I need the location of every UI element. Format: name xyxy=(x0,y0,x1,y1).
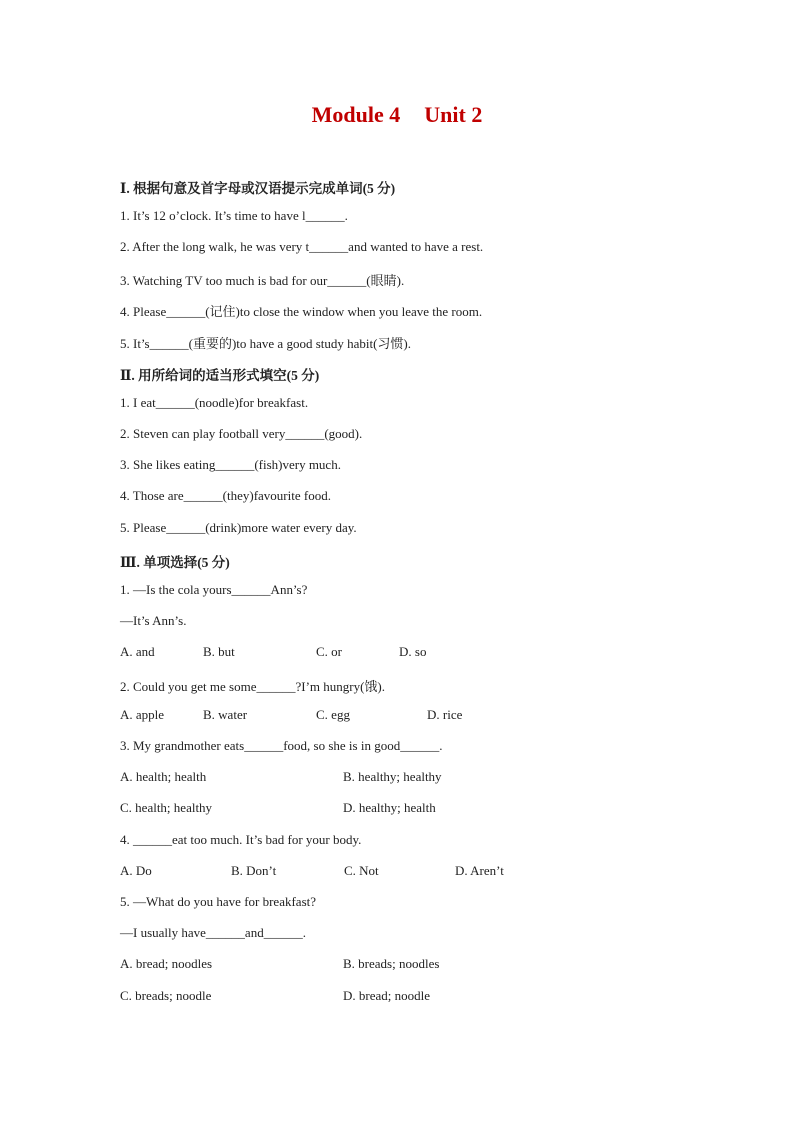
page-title xyxy=(0,102,794,128)
question-1-option-c: C. or xyxy=(316,644,342,659)
question-4-option-c: C. Not xyxy=(344,863,379,878)
title-unit: Unit 2 xyxy=(424,102,483,127)
question-2-stem: 2. Could you get me some______?I’m hungry(饿). xyxy=(120,679,386,694)
section-1-item-1: 1. It’s 12 o’clock. It’s time to have l______. xyxy=(120,208,348,223)
question-1-option-a: A. and xyxy=(120,644,155,659)
question-5-stem: 5. —What do you have for breakfast? xyxy=(120,894,317,909)
section-2-item-5: 5. Please______(drink)more water every day. xyxy=(120,520,357,535)
section-1-item-2: 2. After the long walk, he was very t______and wanted to have a rest. xyxy=(120,239,484,254)
section-2-item-4: 4. Those are______(they)favourite food. xyxy=(120,488,331,503)
question-5-option-b: B. breads; noodles xyxy=(343,956,440,971)
question-2-option-c: C. egg xyxy=(316,707,350,722)
question-3-option-b: B. healthy; healthy xyxy=(343,769,442,784)
question-5-reply: —I usually have______and______. xyxy=(120,925,306,940)
section-1-heading: Ⅰ. 根据句意及首字母或汉语提示完成单词(5 分) xyxy=(120,181,396,196)
question-5-option-a: A. bread; noodles xyxy=(120,956,213,971)
question-5-option-d: D. bread; noodle xyxy=(343,988,431,1003)
section-3-heading: Ⅲ. 单项选择(5 分) xyxy=(120,555,230,570)
question-1-stem: 1. —Is the cola yours______Ann’s? xyxy=(120,582,308,597)
section-2-heading: Ⅱ. 用所给词的适当形式填空(5 分) xyxy=(120,368,320,383)
title-module: Module 4 xyxy=(311,102,401,127)
question-4-stem: 4. ______eat too much. It’s bad for your body. xyxy=(120,832,362,847)
question-2-option-d: D. rice xyxy=(427,707,463,722)
section-1-item-4: 4. Please______(记住)to close the window when you leave the room. xyxy=(120,304,483,319)
question-3-option-a: A. health; health xyxy=(120,769,207,784)
section-2-item-1: 1. I eat______(noodle)for breakfast. xyxy=(120,395,309,410)
question-1-reply: —It’s Ann’s. xyxy=(120,613,187,628)
question-2-option-a: A. apple xyxy=(120,707,165,722)
question-3-option-d: D. healthy; health xyxy=(343,800,436,815)
question-5-option-c: C. breads; noodle xyxy=(120,988,212,1003)
question-1-option-d: D. so xyxy=(399,644,427,659)
question-3-stem: 3. My grandmother eats______food, so she is in good______. xyxy=(120,738,443,753)
question-4-option-a: A. Do xyxy=(120,863,152,878)
section-2-item-3: 3. She likes eating______(fish)very much. xyxy=(120,457,341,472)
question-2-option-b: B. water xyxy=(203,707,248,722)
section-2-item-2: 2. Steven can play football very______(good). xyxy=(120,426,363,441)
question-4-option-d: D. Aren’t xyxy=(455,863,504,878)
question-4-option-b: B. Don’t xyxy=(231,863,277,878)
question-1-option-b: B. but xyxy=(203,644,235,659)
question-3-option-c: C. health; healthy xyxy=(120,800,213,815)
section-1-item-5: 5. It’s______(重要的)to have a good study habit(习惯). xyxy=(120,336,412,351)
section-1-item-3: 3. Watching TV too much is bad for our______(眼睛). xyxy=(120,273,405,288)
